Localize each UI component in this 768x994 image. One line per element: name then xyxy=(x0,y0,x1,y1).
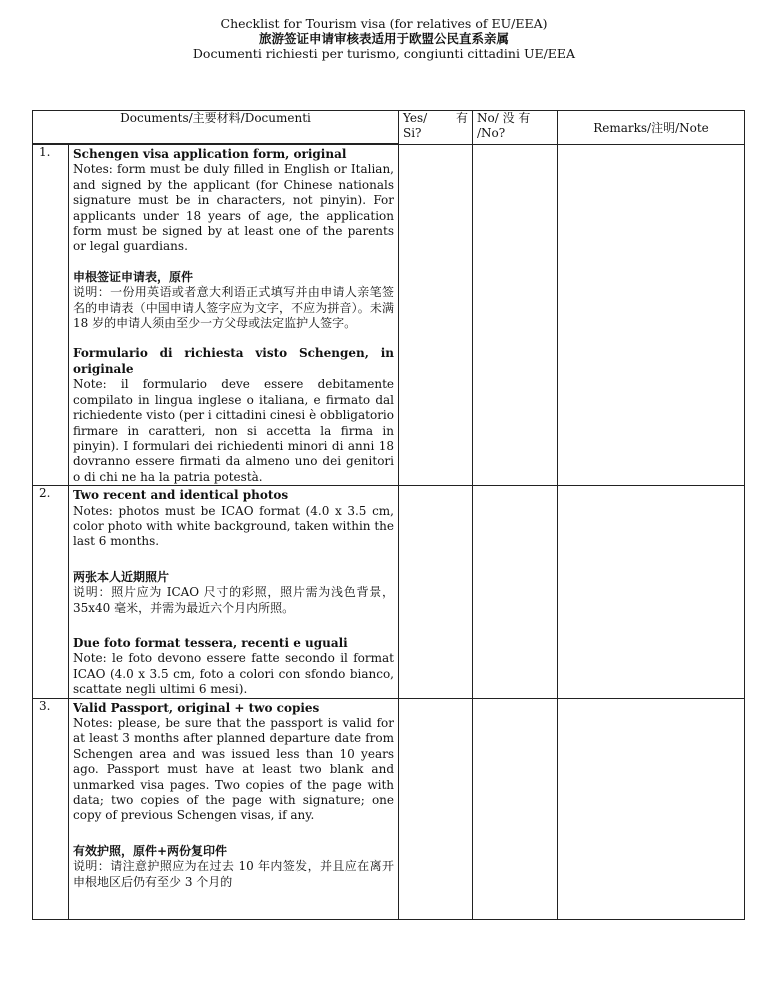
remarks-cell[interactable] xyxy=(558,145,745,486)
title-english: Checklist for Tourism visa (for relatives of EU/EEA) xyxy=(220,16,548,31)
item-title-cn: 有效护照，原件+两份复印件 xyxy=(73,843,228,858)
item-title-cn: 两张本人近期照片 xyxy=(73,569,170,584)
table-row xyxy=(33,145,745,486)
checklist-table xyxy=(32,110,745,920)
item-title-en: Schengen visa application form, original xyxy=(73,147,347,161)
yes-checkbox-cell[interactable] xyxy=(399,698,473,919)
remarks-cell[interactable] xyxy=(558,698,745,919)
item-description xyxy=(69,486,399,698)
item-note-cn: 说明：一份用英语或者意大利语正式填写并由申请人亲笔签名的申请表（中国申请人签字应为文字，不应为拼音）。未满 18 岁的申请人须由至少一方父母或法定监护人签字。 xyxy=(73,285,394,331)
item-note-en: Notes: photos must be ICAO format (4.0 x 3.5 cm, color photo with white background, taken within the last 6 months. xyxy=(73,503,394,549)
item-note-en: Notes: please, be sure that the passport is valid for at least 3 months after planned departure date from Schengen area and was issued less than 10 years ago. Passport must have at least two blank and unmarked visa pages. Two copies of the page with data; two copies of the page with signature; one copy of previous Schengen visas, if any. xyxy=(73,716,394,823)
item-note-cn: 说明：照片应为 ICAO 尺寸的彩照，照片需为浅色背景，35x40 毫米，并需为最近六个月内所照。 xyxy=(73,585,394,615)
item-note-it: Note: le foto devono essere fatte secondo il format ICAO (4.0 x 3.5 cm, foto a colori con sfondo bianco, scattate negli ultimi 6 mesi). xyxy=(73,651,394,697)
yes-checkbox-cell[interactable] xyxy=(399,486,473,698)
column-header-remarks: Remarks/注明/Note xyxy=(558,111,745,145)
item-number: 2. xyxy=(33,486,69,698)
item-title-it: Due foto format tessera, recenti e uguali xyxy=(73,635,348,650)
column-header-documents: Documents/主要材料/Documenti xyxy=(33,111,399,144)
no-checkbox-cell[interactable] xyxy=(473,698,558,919)
item-note-cn: 说明：请注意护照应为在过去 10 年内签发，并且应在离开申根地区后仍有至少 3 个月的 xyxy=(73,859,394,889)
item-note-en: Notes: form must be duly filled in English or Italian, and signed by the applicant (for Chinese nationals signature must be in characters, not pinyin). For applicants under 18 years of age, the application form must be signed by at least one of the parents or legal guardians. xyxy=(73,162,394,254)
column-header-no: No/ 没 有 /No? xyxy=(473,111,558,145)
item-number: 1. xyxy=(33,145,69,486)
no-checkbox-cell[interactable] xyxy=(473,145,558,486)
title-italian: Documenti richiesti per turismo, congiunti cittadini UE/EEA xyxy=(192,46,576,61)
item-description xyxy=(69,145,399,486)
item-description xyxy=(69,698,399,919)
no-checkbox-cell[interactable] xyxy=(473,486,558,698)
item-note-it: Note: il formulario deve essere debitamente compilato in lingua inglese o italiana, e firmato dal richiedente visto (per i cittadini cinesi è obbligatorio firmare in caratteri, non si accetta la firma in pinyin). I formulari dei richiedenti minori di anni 18 dovranno essere firmati da almeno uno dei genitori o di chi ne ha la patria potestà. xyxy=(73,377,394,484)
item-title-it: Formulario di richiesta visto Schengen, in originale xyxy=(73,346,394,376)
yes-checkbox-cell[interactable] xyxy=(399,145,473,486)
document-header xyxy=(0,16,768,61)
table-header-row xyxy=(33,111,745,144)
item-title-cn: 申根签证申请表，原件 xyxy=(73,269,194,284)
table-row xyxy=(33,698,745,919)
item-title-en: Two recent and identical photos xyxy=(73,488,289,503)
column-header-yes: Yes/ 有 Si? xyxy=(399,111,473,145)
remarks-cell[interactable] xyxy=(558,486,745,698)
title-chinese: 旅游签证申请审核表适用于欧盟公民直系亲属 xyxy=(258,31,509,46)
item-title-en: Valid Passport, original + two copies xyxy=(73,700,320,715)
item-number: 3. xyxy=(33,698,69,919)
table-row xyxy=(33,486,745,698)
